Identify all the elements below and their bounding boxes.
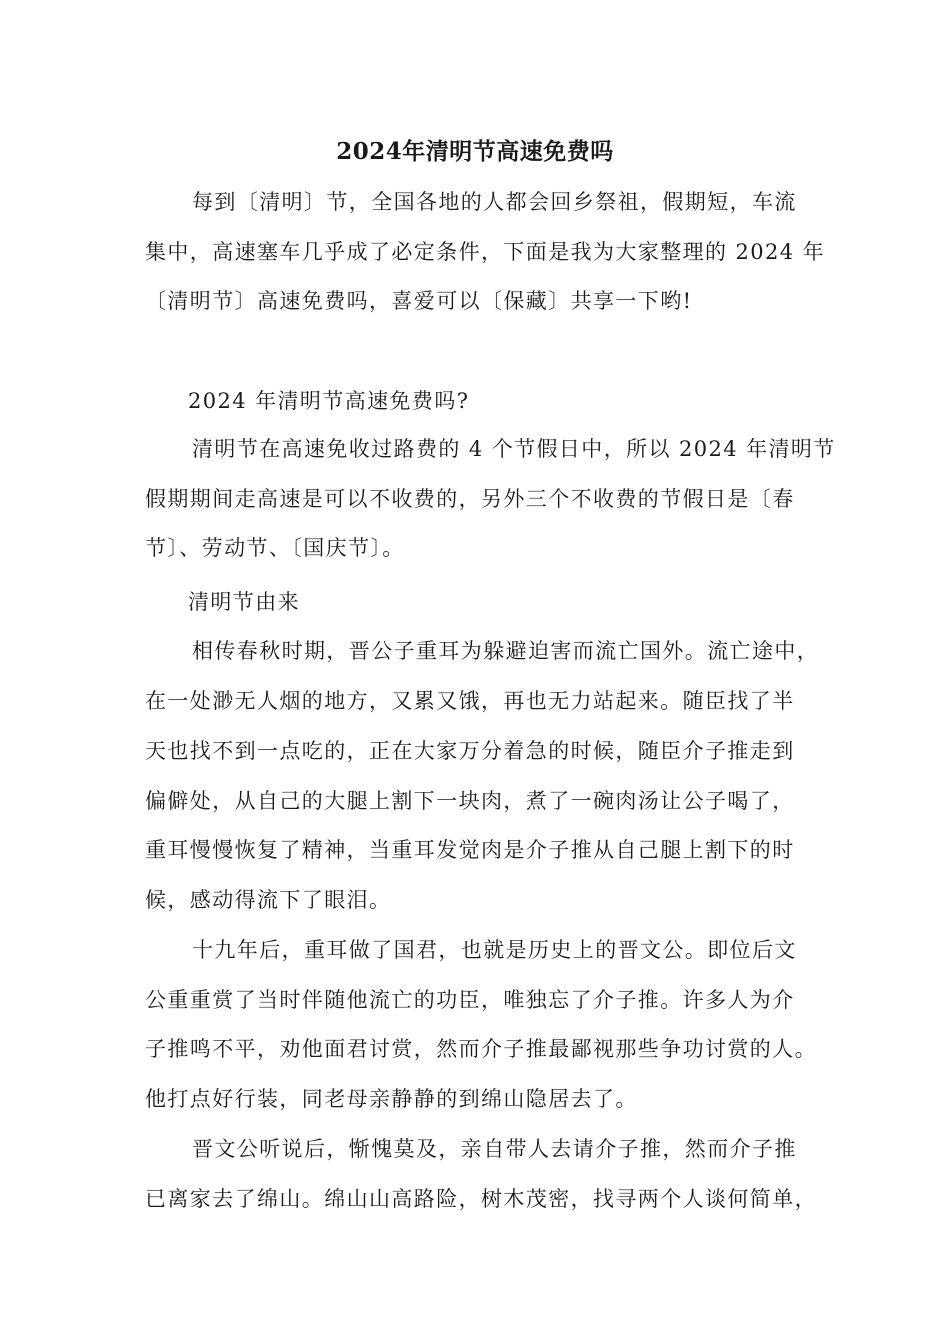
- answer-line: 假期期间走高速是可以不收费的，另外三个不收费的节假日是〔春: [145, 487, 795, 511]
- origin-story-1-line: 重耳慢慢恢复了精神，当重耳发觉肉是介子推从自己腿上割下的时: [145, 838, 795, 862]
- origin-story-2-line: 他打点好行装，同老母亲静静的到绵山隐居去了。: [145, 1087, 638, 1111]
- origin-story-2-line: 十九年后，重耳做了国君，也就是历史上的晋文公。即位后文: [192, 938, 797, 962]
- origin-story-1-line: 偏僻处，从自己的大腿上割下一块肉，煮了一碗肉汤让公子喝了，: [145, 789, 795, 813]
- origin-heading-line: 清明节由来: [188, 590, 300, 614]
- intro-line: 〔清明节〕高速免费吗，喜爱可以〔保藏〕共享一下哟!: [145, 289, 693, 313]
- origin-story-3-line: 已离家去了绵山。绵山山高路险，树木茂密，找寻两个人谈何简单，: [145, 1187, 817, 1211]
- origin-story-1-line: 相传春秋时期，晋公子重耳为躲避迫害而流亡国外。流亡途中，: [192, 639, 820, 663]
- intro-line: 每到〔清明〕节，全国各地的人都会回乡祭祖，假期短，车流: [192, 190, 797, 214]
- answer-line: 节〕、劳动节、〔国庆节〕。: [145, 536, 405, 560]
- origin-story-2-line: 子推鸣不平，劝他面君讨赏，然而介子推最鄙视那些争功讨赏的人。: [145, 1037, 817, 1061]
- origin-story-2-line: 公重重赏了当时伴随他流亡的功臣，唯独忘了介子推。许多人为介: [145, 988, 795, 1012]
- answer-line: 清明节在高速免收过路费的 4 个节假日中，所以 2024 年清明节: [192, 437, 836, 461]
- origin-story-3-line: 晋文公听说后，惭愧莫及，亲自带人去请介子推，然而介子推: [192, 1137, 797, 1161]
- document-title: 2024年清明节高速免费吗: [336, 138, 614, 165]
- intro-line: 集中，高速塞车几乎成了必定条件，下面是我为大家整理的 2024 年: [145, 240, 825, 264]
- question-heading-line: 2024 年清明节高速免费吗?: [188, 389, 470, 413]
- origin-story-1-line: 天也找不到一点吃的，正在大家万分着急的时候，随臣介子推走到: [145, 739, 795, 763]
- origin-story-1-line: 在一处渺无人烟的地方，又累又饿，再也无力站起来。随臣找了半: [145, 689, 795, 713]
- origin-story-1-line: 候，感动得流下了眼泪。: [145, 888, 392, 912]
